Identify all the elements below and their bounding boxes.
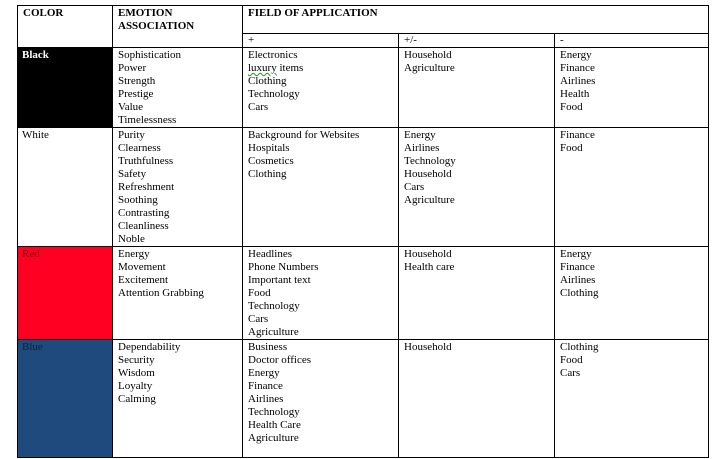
list-item: Headlines (248, 248, 292, 260)
list-item: Agriculture (248, 432, 299, 444)
list-item: Food (248, 287, 271, 299)
list-item: Cars (248, 313, 269, 325)
list-item: Prestige (118, 88, 154, 100)
plus-cell (243, 247, 399, 340)
list-item: Agriculture (404, 194, 455, 206)
color-name: Black (22, 49, 49, 61)
list-item: Refreshment (118, 181, 175, 193)
list-item: Wisdom (118, 367, 155, 379)
table-row (18, 48, 709, 128)
list-item: Loyalty (118, 380, 153, 392)
list-item: Food (560, 142, 583, 154)
list-item: Energy (560, 49, 592, 61)
list-item: Strength (118, 75, 156, 87)
emotion-cell (113, 128, 243, 247)
emotion-cell (113, 48, 243, 128)
list-item: Clothing (560, 287, 599, 299)
table-row (18, 247, 709, 340)
plus-cell (243, 48, 399, 128)
list-item: Technology (404, 155, 456, 167)
emotion-cell (113, 247, 243, 340)
list-item: Technology (248, 88, 300, 100)
list-item: Cars (248, 101, 269, 113)
list-item: Cosmetics (248, 155, 294, 167)
list-item: Doctor offices (248, 354, 312, 366)
list-item: Energy (248, 367, 280, 379)
list-item: Value (118, 101, 144, 113)
color-swatch (18, 340, 113, 458)
minus-cell (555, 247, 709, 340)
color-swatch (18, 247, 113, 340)
color-swatch (18, 128, 113, 247)
list-item: Cleanliness (118, 220, 169, 232)
color-name: Blue (22, 341, 43, 353)
list-item: Energy (404, 129, 436, 141)
header-minus: - (555, 34, 709, 48)
list-item: Truthfulness (118, 155, 174, 167)
table-row (18, 340, 709, 458)
list-item: Agriculture (248, 326, 299, 338)
list-item: Airlines (560, 75, 596, 87)
emotion-cell (113, 340, 243, 458)
list-item: Health care (404, 261, 455, 273)
list-item: Health (560, 88, 590, 100)
plus-cell (243, 340, 399, 458)
color-name: White (22, 129, 49, 141)
neutral-cell (399, 128, 555, 247)
list-item: Clothing (248, 75, 287, 87)
neutral-cell (399, 48, 555, 128)
list-item: Movement (118, 261, 166, 273)
list-item: Cars (404, 181, 425, 193)
list-item: Technology (248, 300, 300, 312)
list-item: Clothing (248, 168, 287, 180)
table-row (18, 128, 709, 247)
list-item: Technology (248, 406, 300, 418)
list-item: Airlines (404, 142, 440, 154)
list-item: Household (404, 168, 452, 180)
list-item: Airlines (248, 393, 284, 405)
list-item: Background for Websites (248, 129, 360, 141)
list-item: Contrasting (118, 207, 170, 219)
list-item: Timelessness (118, 114, 177, 126)
list-item: Power (118, 62, 147, 74)
header-row (18, 6, 709, 34)
header-plus: + (243, 34, 399, 48)
list-item: Hospitals (248, 142, 290, 154)
list-item: Electronics (248, 49, 298, 61)
header-emotion: EMOTION ASSOCIATION (113, 6, 243, 48)
list-item: Food (560, 101, 583, 113)
list-item: Important text (248, 274, 311, 286)
list-item: Household (404, 248, 452, 260)
list-item: Security (118, 354, 155, 366)
list-item: Finance (248, 380, 283, 392)
header-color: COLOR (18, 6, 113, 48)
neutral-cell (399, 340, 555, 458)
list-item: Calming (118, 393, 156, 405)
minus-cell (555, 48, 709, 128)
list-item: Soothing (118, 194, 158, 206)
list-item: Clothing (560, 341, 599, 353)
list-item: luxury items (248, 62, 304, 74)
color-swatch (18, 48, 113, 128)
list-item: Clearness (118, 142, 161, 154)
list-item: Food (560, 354, 583, 366)
list-item: Energy (560, 248, 592, 260)
list-item: Household (404, 341, 452, 353)
list-item: Excitement (118, 274, 169, 286)
color-name: Red (22, 248, 40, 260)
list-item: Attention Grabbing (118, 287, 204, 299)
list-item: Health Care (248, 419, 301, 431)
list-item: Safety (118, 168, 147, 180)
list-item: Business (248, 341, 288, 353)
list-item: Finance (560, 129, 595, 141)
list-item: Purity (118, 129, 145, 141)
list-item: Noble (118, 233, 145, 245)
list-item: Cars (560, 367, 581, 379)
list-item: Phone Numbers (248, 261, 319, 273)
neutral-cell (399, 247, 555, 340)
list-item: Sophistication (118, 49, 181, 61)
list-item: Agriculture (404, 62, 455, 74)
list-item: Dependability (118, 341, 181, 353)
plus-cell (243, 128, 399, 247)
list-item: Energy (118, 248, 150, 260)
list-item: Household (404, 49, 452, 61)
list-item: Finance (560, 62, 595, 74)
list-item: Finance (560, 261, 595, 273)
minus-cell (555, 128, 709, 247)
minus-cell (555, 340, 709, 458)
header-plusminus: +/- (399, 34, 555, 48)
header-field: FIELD OF APPLICATION (243, 6, 709, 34)
color-association-table (17, 5, 709, 458)
list-item: Airlines (560, 274, 596, 286)
